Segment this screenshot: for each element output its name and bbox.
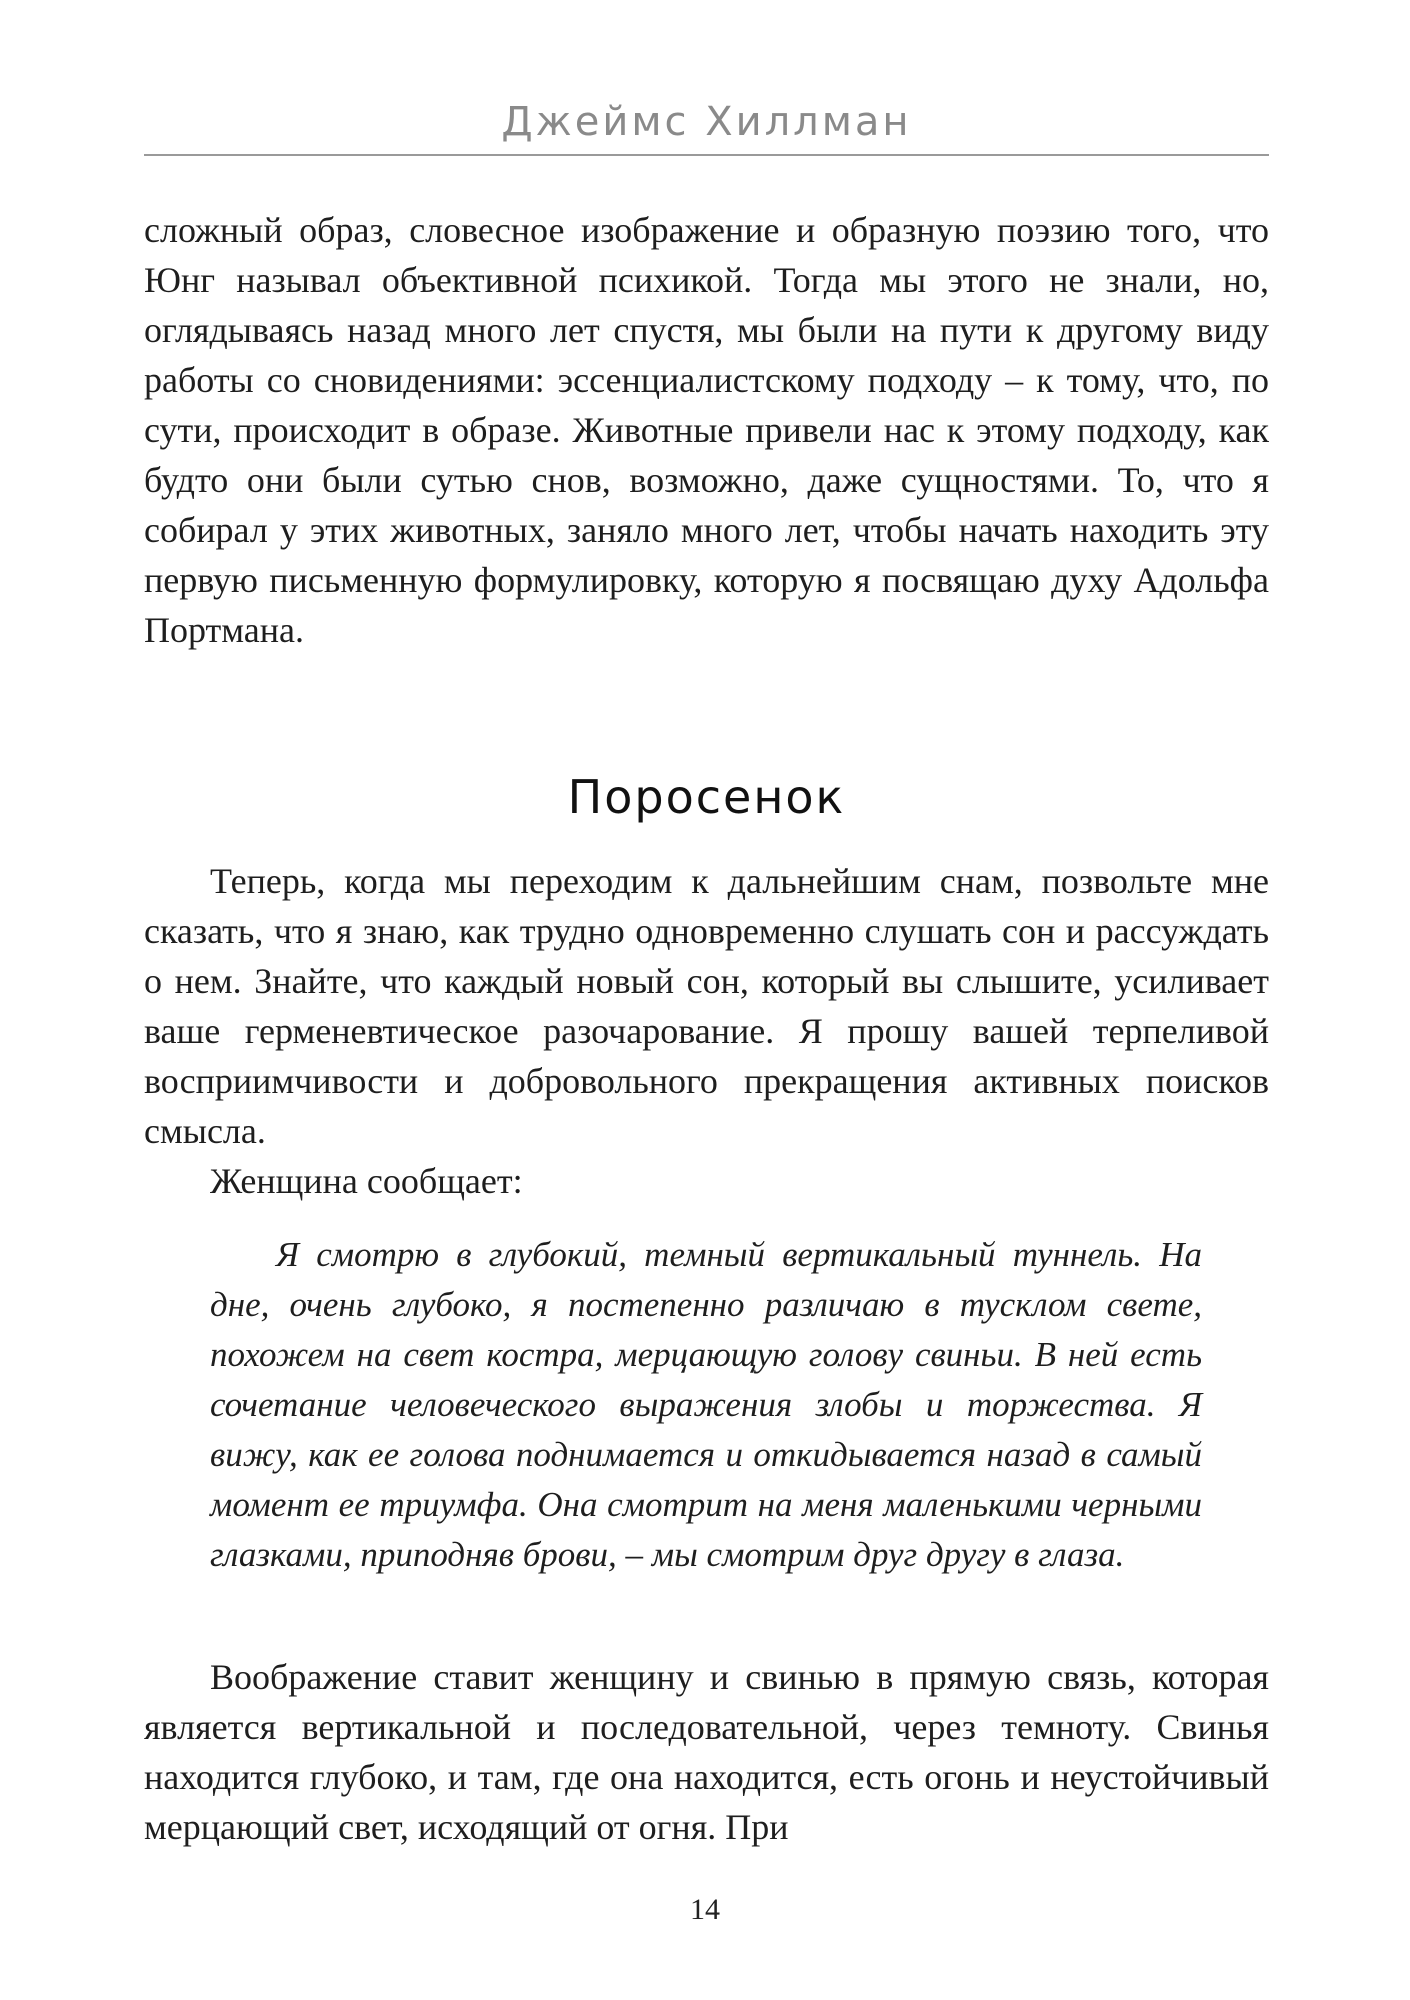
dream-quote: Я смотрю в глубокий, темный вертикальный туннель. На дне, очень глубоко, я постепенно различаю в тусклом свете, похожем на свет костра, мерцающую голову свиньи. В ней есть сочетание человеческого выражения злобы и торжества. Я вижу, как ее голова поднимается и откидывается назад в самый момент ее триумфа. Она смотрит на меня маленькими черными глазками, приподняв брови, – мы смотрим друг другу в глаза.	[210, 1235, 1202, 1574]
dream-quote-block	[210, 1230, 1202, 1580]
closing-paragraph: Воображение ставит женщину и свинью в прямую связь, которая является вертикальной и последовательной, через темноту. Свинья находится глубоко, и там, где она находится, есть огонь и неустойчивый мерцающий свет, исходящий от огня. При	[144, 1657, 1269, 1847]
continuation-text	[144, 205, 1269, 655]
running-header-author: Джеймс Хиллман	[501, 99, 912, 145]
quote-lead-in: Женщина сообщает:	[210, 1161, 523, 1201]
closing-text	[144, 1652, 1269, 1852]
page-number: 14	[690, 1893, 720, 1926]
continuation-paragraph: сложный образ, словесное изображение и образную поэзию того, что Юнг называл объективной психикой. Тогда мы этого не знали, но, оглядываясь назад много лет спустя, мы были на пути к другому виду работы со сновидениями: эссенциалистскому подходу – к тому, что, по сути, происходит в образе. Животные привели нас к этому подходу, как будто они были сутью снов, возможно, даже сущностями. То, что я собирал у этих животных, заняло много лет, чтобы начать находить эту первую письменную формулировку, которую я посвящаю духу Адольфа Портмана.	[144, 210, 1269, 650]
header-divider	[144, 154, 1269, 156]
intro-paragraph: Теперь, когда мы переходим к дальнейшим снам, позвольте мне сказать, что я знаю, как трудно одновременно слушать сон и рассуждать о нем. Знайте, что каждый новый сон, который вы слышите, усиливает ваше герменевтическое разочарование. Я прошу вашей терпеливой восприимчивости и добровольного прекращения активных поисков смысла.	[144, 861, 1269, 1151]
section-title: Поросенок	[567, 770, 846, 824]
section-body	[144, 856, 1269, 1206]
